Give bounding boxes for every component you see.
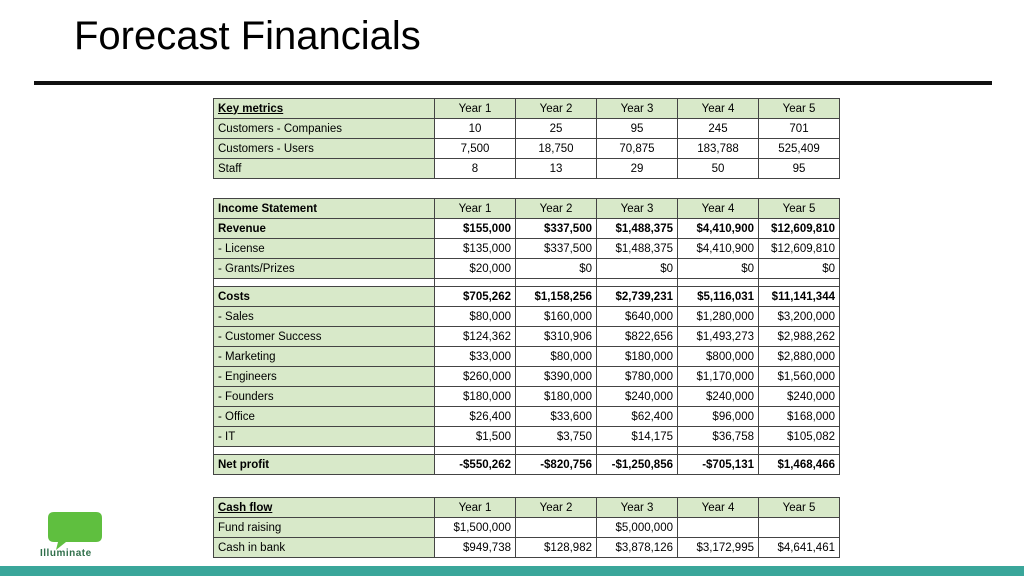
cell: $3,750 [516, 427, 597, 447]
cell: $3,878,126 [597, 538, 678, 558]
year-header: Year 1 [435, 199, 516, 219]
cell: $390,000 [516, 367, 597, 387]
cell: $240,000 [597, 387, 678, 407]
cell: -$550,262 [435, 455, 516, 475]
cell: $2,739,231 [597, 287, 678, 307]
cell: 95 [597, 119, 678, 139]
table-row [214, 259, 840, 279]
cell: $1,493,273 [678, 327, 759, 347]
year-header: Year 5 [759, 199, 840, 219]
row-label: Costs [214, 287, 435, 307]
cell: 183,788 [678, 139, 759, 159]
spacer-row [214, 279, 840, 287]
title-divider [34, 81, 992, 85]
cell: 8 [435, 159, 516, 179]
cell: $800,000 [678, 347, 759, 367]
cell: $2,880,000 [759, 347, 840, 367]
cell: $160,000 [516, 307, 597, 327]
cell: 50 [678, 159, 759, 179]
cell: $62,400 [597, 407, 678, 427]
year-header: Year 2 [516, 99, 597, 119]
cell [759, 518, 840, 538]
year-header: Year 5 [759, 498, 840, 518]
cell: $180,000 [435, 387, 516, 407]
cell: $4,410,900 [678, 239, 759, 259]
cell: $2,988,262 [759, 327, 840, 347]
row-label: Cash in bank [214, 538, 435, 558]
row-label: Net profit [214, 455, 435, 475]
net-profit-row [214, 455, 840, 475]
cell: $33,000 [435, 347, 516, 367]
income-statement-table [213, 198, 840, 475]
cell: $0 [597, 259, 678, 279]
cell: -$820,756 [516, 455, 597, 475]
cell: 245 [678, 119, 759, 139]
cell: $1,468,466 [759, 455, 840, 475]
cell: $949,738 [435, 538, 516, 558]
cell: $1,488,375 [597, 239, 678, 259]
row-label: - Engineers [214, 367, 435, 387]
cell: 29 [597, 159, 678, 179]
row-label: Fund raising [214, 518, 435, 538]
spacer-row [214, 447, 840, 455]
cell: $337,500 [516, 219, 597, 239]
cell: $14,175 [597, 427, 678, 447]
row-label: Customers - Companies [214, 119, 435, 139]
footer-accent-bar [0, 566, 1024, 576]
cell: $1,560,000 [759, 367, 840, 387]
table-header-row [214, 199, 840, 219]
cell: 10 [435, 119, 516, 139]
cell: $310,906 [516, 327, 597, 347]
cell: $80,000 [435, 307, 516, 327]
page-title: Forecast Financials [74, 14, 421, 58]
logo-text: Illuminate [40, 548, 92, 559]
cell: $80,000 [516, 347, 597, 367]
cell: -$1,250,856 [597, 455, 678, 475]
cell: $240,000 [678, 387, 759, 407]
cell: 25 [516, 119, 597, 139]
cell: $0 [678, 259, 759, 279]
cell: $36,758 [678, 427, 759, 447]
cell: 525,409 [759, 139, 840, 159]
table-row [214, 307, 840, 327]
cell: 95 [759, 159, 840, 179]
row-label: - Founders [214, 387, 435, 407]
year-header: Year 3 [597, 99, 678, 119]
year-header: Year 4 [678, 498, 759, 518]
year-header: Year 1 [435, 99, 516, 119]
cell: $822,656 [597, 327, 678, 347]
year-header: Year 5 [759, 99, 840, 119]
cell: $3,200,000 [759, 307, 840, 327]
year-header: Year 1 [435, 498, 516, 518]
cell: $705,262 [435, 287, 516, 307]
cell: $0 [516, 259, 597, 279]
cell: $20,000 [435, 259, 516, 279]
table-row [214, 159, 840, 179]
row-label: - Marketing [214, 347, 435, 367]
cell: $1,500 [435, 427, 516, 447]
cell: $4,410,900 [678, 219, 759, 239]
cell: $240,000 [759, 387, 840, 407]
cell: $1,500,000 [435, 518, 516, 538]
row-label: Revenue [214, 219, 435, 239]
row-label: - Grants/Prizes [214, 259, 435, 279]
table-row [214, 347, 840, 367]
cell: $5,116,031 [678, 287, 759, 307]
cell: $124,362 [435, 327, 516, 347]
year-header: Year 2 [516, 199, 597, 219]
key-metrics-header: Key metrics [214, 99, 435, 119]
cell: $168,000 [759, 407, 840, 427]
cell: 18,750 [516, 139, 597, 159]
year-header: Year 2 [516, 498, 597, 518]
row-label: Staff [214, 159, 435, 179]
cell: $640,000 [597, 307, 678, 327]
key-metrics-table [213, 98, 840, 179]
cell: $11,141,344 [759, 287, 840, 307]
income-statement-header: Income Statement [214, 199, 435, 219]
cell: $4,641,461 [759, 538, 840, 558]
cell: $3,172,995 [678, 538, 759, 558]
cell: $155,000 [435, 219, 516, 239]
cell: $180,000 [597, 347, 678, 367]
cell: $105,082 [759, 427, 840, 447]
revenue-row [214, 219, 840, 239]
cell: 7,500 [435, 139, 516, 159]
cell: $33,600 [516, 407, 597, 427]
table-header-row [214, 99, 840, 119]
cash-flow-table [213, 497, 840, 558]
cash-flow-header: Cash flow [214, 498, 435, 518]
cell: $1,280,000 [678, 307, 759, 327]
cell: 13 [516, 159, 597, 179]
cell: 70,875 [597, 139, 678, 159]
year-header: Year 3 [597, 199, 678, 219]
cell [678, 518, 759, 538]
cell: $1,170,000 [678, 367, 759, 387]
cell: $5,000,000 [597, 518, 678, 538]
table-row [214, 427, 840, 447]
year-header: Year 4 [678, 199, 759, 219]
row-label: - License [214, 239, 435, 259]
cell: $260,000 [435, 367, 516, 387]
row-label: - IT [214, 427, 435, 447]
table-row [214, 387, 840, 407]
table-row [214, 538, 840, 558]
cell: $12,609,810 [759, 219, 840, 239]
cell [516, 518, 597, 538]
table-row [214, 407, 840, 427]
row-label: Customers - Users [214, 139, 435, 159]
table-row [214, 239, 840, 259]
cell: $12,609,810 [759, 239, 840, 259]
table-row [214, 327, 840, 347]
cell: $337,500 [516, 239, 597, 259]
cell: $0 [759, 259, 840, 279]
cell: $1,158,256 [516, 287, 597, 307]
table-row [214, 119, 840, 139]
cell: $780,000 [597, 367, 678, 387]
cell: $180,000 [516, 387, 597, 407]
cell: -$705,131 [678, 455, 759, 475]
cell: $1,488,375 [597, 219, 678, 239]
row-label: - Office [214, 407, 435, 427]
costs-row [214, 287, 840, 307]
table-row [214, 367, 840, 387]
cell: $26,400 [435, 407, 516, 427]
cell: $96,000 [678, 407, 759, 427]
row-label: - Customer Success [214, 327, 435, 347]
year-header: Year 4 [678, 99, 759, 119]
table-row [214, 139, 840, 159]
table-row [214, 518, 840, 538]
year-header: Year 3 [597, 498, 678, 518]
row-label: - Sales [214, 307, 435, 327]
table-header-row [214, 498, 840, 518]
cell: $128,982 [516, 538, 597, 558]
cell: $135,000 [435, 239, 516, 259]
cell: 701 [759, 119, 840, 139]
